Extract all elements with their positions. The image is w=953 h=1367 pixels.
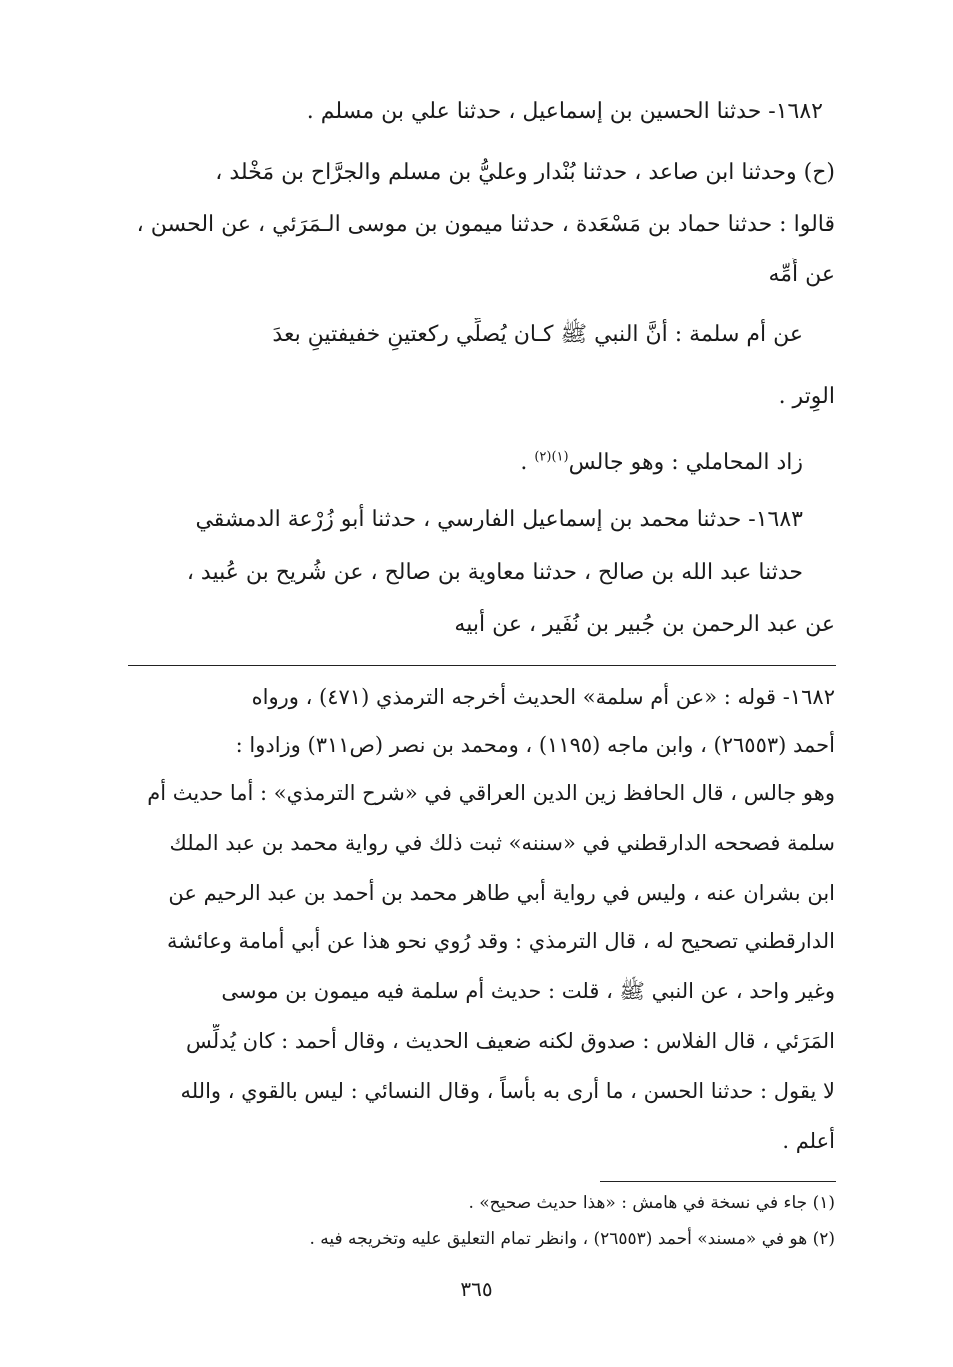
commentary-line: أحمد (٢٦٥٥٣) ، وابن ماجه (١١٩٥) ، ومحمد بن نصر (ص٣١١) وزادوا : [235,733,835,757]
commentary-line: ١٦٨٢- قوله : «عن أم سلمة» الحديث أخرجه الترمذي (٤٧١) ، ورواه [251,685,835,709]
commentary-line: المَرَئي ، قال الفلاس : صدوق لكنه ضعيف الحديث ، وقال أحمد : كان يُدلِّس [185,1029,835,1053]
main-line: عن أم سلمة : أنَّ النبي ﷺ كـان يُصلِّي ركعتينِ خفيفتينِ بعدَ [272,322,803,347]
main-line: حدثنا عبد الله بن صالح ، حدثنا معاوية بن صالح ، عن شُريح بن عُبيد ، [186,560,803,585]
main-line: (ح) وحدثنا ابن صاعد ، حدثنا بُنْدار وعليُّ بن مسلم والجرَّاح بن مَخْلد ، [215,160,835,185]
main-line: عن أُمِّه [768,262,835,287]
commentary-line: وهو جالس ، قال الحافظ زين الدين العراقي في «شرح الترمذي» : أما حديث أم [147,781,835,805]
footnote-ref: (١)(٢) [534,449,569,465]
main-line [113,446,803,480]
commentary-line: لا يقول : حدثنا الحسن ، ما أرى به بأساً ، وقال النسائي : ليس بالقوي ، والله [180,1079,835,1103]
commentary-line: ابن بشران عنه ، وليس في رواية أبي طاهر محمد بن أحمد بن عبد الرحيم عن [168,881,835,905]
footnote: (١) جاء في نسخة في هامش : «هذا حديث صحيح» . [468,1193,835,1213]
main-line: قالوا : حدثنا حماد بن مَسْعَدة ، حدثنا ميمون بن موسى الـمَرَئي ، عن الحسن ، [136,212,835,237]
main-text: . [520,450,535,475]
footnote-separator [600,1181,836,1182]
footnote: (٢) هو في «مسند» أحمد (٢٦٥٥٣) ، وانظر تمام التعليق عليه وتخريجه فيه . [309,1229,835,1249]
commentary-line: سلمة فصححه الدارقطني في «سننه» ثبت ذلك في رواية محمد بن عبد الملك [169,831,835,855]
commentary-line: الدارقطني تصحيح له ، قال الترمذي : وقد رُوي نحو هذا عن أبي أمامة وعائشة [166,929,835,953]
main-line: الوِتر . [778,384,835,409]
main-line: ١٦٨٢- حدثنا الحسين بن إسماعيل ، حدثنا علي بن مسلم . [306,99,823,124]
main-line: عن عبد الرحمن بن جُبير بن نُفَير ، عن أبيه [454,612,835,637]
main-line: ١٦٨٣- حدثنا محمد بن إسماعيل الفارسي ، حدثنا أبو زُرْعة الدمشقي [195,507,803,532]
text-separator [128,665,836,666]
main-text: زاد المحاملي : وهو جالس [568,450,803,475]
page-number: ٣٦٥ [460,1277,493,1301]
commentary-line: أعلم . [782,1129,835,1153]
commentary-line: وغير واحد ، عن النبي ﷺ ، قلت : حديث أم سلمة فيه ميمون بن موسى [221,979,835,1003]
